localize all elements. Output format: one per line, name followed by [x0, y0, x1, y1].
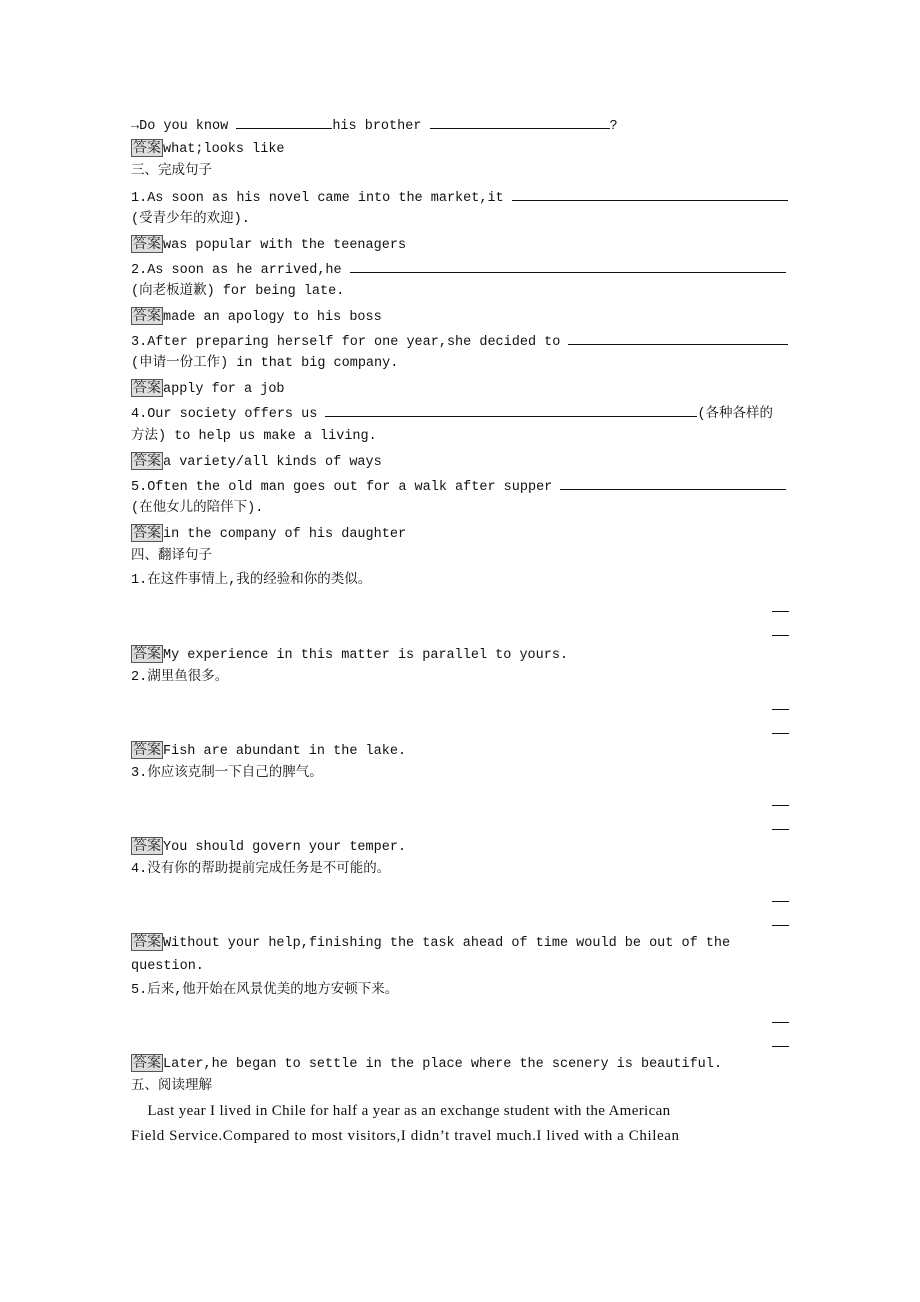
- blank: [430, 115, 610, 129]
- answer-text: question.: [131, 959, 204, 974]
- answer-rule: [772, 733, 789, 734]
- blank: [325, 403, 697, 417]
- question-line: (向老板道歉) for being late.: [131, 284, 345, 299]
- question-line: 3.你应该克制一下自己的脾气。: [131, 766, 323, 781]
- answer-tag: 答案: [133, 742, 161, 758]
- question-line: [131, 259, 786, 280]
- answer-text: was popular with the teenagers: [163, 238, 407, 253]
- text: ?: [609, 119, 618, 134]
- answer-line: [131, 1054, 722, 1074]
- answer-rule: [772, 709, 789, 710]
- blank: [560, 476, 786, 490]
- passage-line: Field Service.Compared to most visitors,I didn’t travel much.I lived with a Chilean: [131, 1128, 680, 1144]
- answer-text: made an apology to his boss: [163, 310, 382, 325]
- answer-rule: [772, 805, 789, 806]
- answer-rule: [772, 925, 789, 926]
- answer-line: [131, 452, 382, 472]
- section-heading: 五、阅读理解: [131, 1079, 212, 1094]
- answer-line: [131, 235, 406, 255]
- answer-text: Fish are abundant in the lake.: [163, 744, 407, 759]
- text: 1.As soon as his novel came into the market,it: [131, 191, 512, 206]
- answer-text: in the company of his daughter: [163, 527, 407, 542]
- blank: [512, 187, 788, 201]
- section-heading: 四、翻译句子: [131, 549, 212, 564]
- answer-line: [131, 524, 406, 544]
- answer-line: [131, 379, 285, 399]
- blank: [236, 115, 332, 129]
- question-line: (受青少年的欢迎).: [131, 212, 250, 227]
- answer-rule: [772, 1046, 789, 1047]
- answer-text: Later,he began to settle in the place where the scenery is beautiful.: [163, 1057, 722, 1072]
- answer-rule: [772, 635, 789, 636]
- answer-text: Without your help,finishing the task ahead of time would be out of the: [163, 936, 731, 951]
- answer-text: what;looks like: [163, 142, 285, 157]
- answer-line: [131, 307, 382, 327]
- answer-tag: 答案: [133, 646, 161, 662]
- question-line: [131, 331, 788, 352]
- answer-line: [131, 933, 730, 953]
- question-line: [131, 115, 618, 136]
- answer-tag: 答案: [133, 838, 161, 854]
- answer-rule: [772, 611, 789, 612]
- text: 2.As soon as he arrived,he: [131, 263, 350, 278]
- answer-tag: 答案: [133, 380, 161, 396]
- answer-tag: 答案: [133, 453, 161, 469]
- question-line: [131, 403, 773, 424]
- answer-tag: 答案: [133, 934, 161, 950]
- answer-tag: 答案: [133, 308, 161, 324]
- passage-line: Last year I lived in Chile for half a year as an exchange student with the American: [131, 1103, 671, 1119]
- answer-tag: 答案: [133, 1055, 161, 1071]
- question-line: (申请一份工作) in that big company.: [131, 356, 399, 371]
- text: 3.After preparing herself for one year,she decided to: [131, 335, 569, 350]
- question-line: (在他女儿的陪伴下).: [131, 501, 264, 516]
- blank: [568, 331, 788, 345]
- answer-tag: 答案: [133, 140, 161, 156]
- answer-tag: 答案: [133, 236, 161, 252]
- text: 5.Often the old man goes out for a walk after supper: [131, 480, 561, 495]
- text: (各种各样的: [697, 407, 774, 422]
- answer-line: [131, 139, 285, 159]
- question-line: 1.在这件事情上,我的经验和你的类似。: [131, 573, 372, 588]
- answer-rule: [772, 1022, 789, 1023]
- answer-rule: [772, 901, 789, 902]
- blank: [350, 259, 786, 273]
- text: his brother: [332, 119, 430, 134]
- answer-line: [131, 645, 568, 665]
- answer-text: My experience in this matter is parallel to yours.: [163, 648, 569, 663]
- answer-line: [131, 837, 406, 857]
- answer-text: You should govern your temper.: [163, 840, 407, 855]
- question-line: 2.湖里鱼很多。: [131, 670, 229, 685]
- question-line: 4.没有你的帮助提前完成任务是不可能的。: [131, 862, 391, 877]
- answer-text: apply for a job: [163, 382, 285, 397]
- answer-tag: 答案: [133, 525, 161, 541]
- answer-text: a variety/all kinds of ways: [163, 455, 382, 470]
- section-heading: 三、完成句子: [131, 164, 212, 179]
- answer-rule: [772, 829, 789, 830]
- text: →Do you know: [131, 119, 237, 134]
- question-line: 方法) to help us make a living.: [131, 429, 377, 444]
- question-line: [131, 476, 786, 497]
- text: 4.Our society offers us: [131, 407, 326, 422]
- answer-line: [131, 741, 406, 761]
- question-line: [131, 187, 788, 208]
- question-line: 5.后来,他开始在风景优美的地方安顿下来。: [131, 983, 399, 998]
